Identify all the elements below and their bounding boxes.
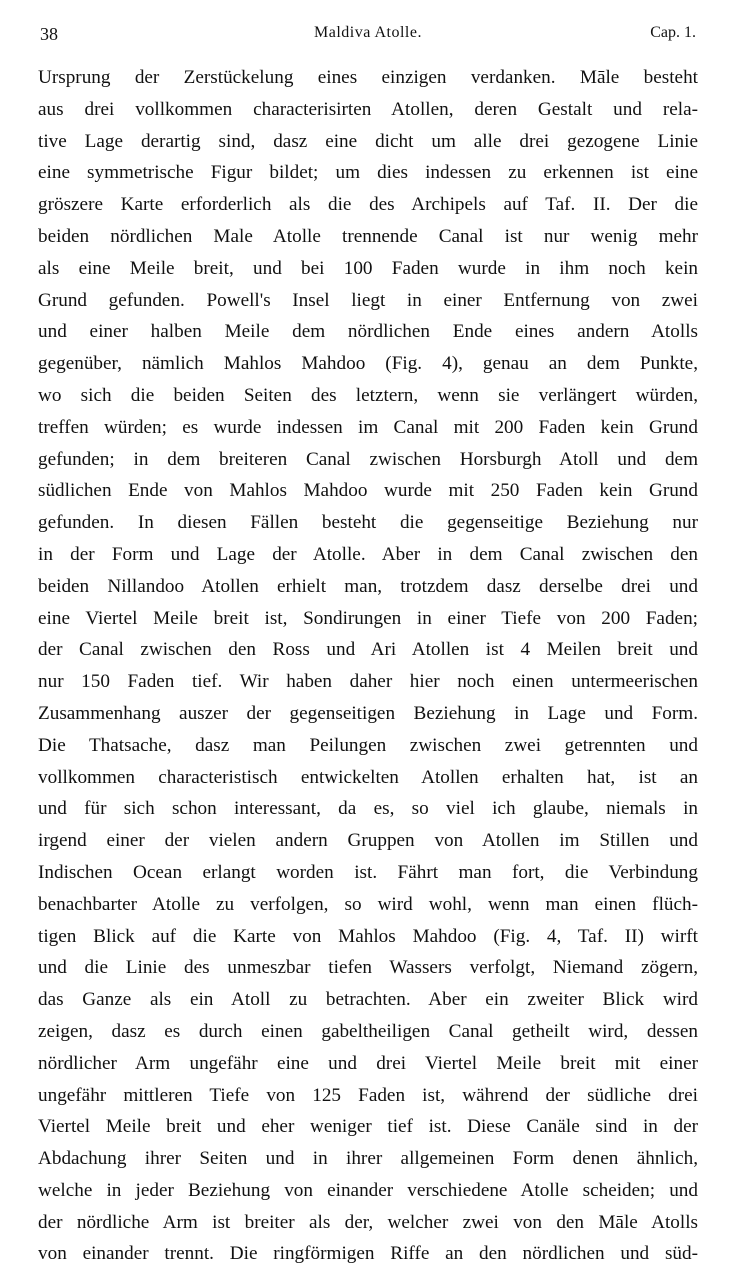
text-line: Ursprung der Zerstückelung eines einzigen verdanken. Māle besteht	[38, 67, 698, 88]
text-line: von einander trennt. Die ringförmigen Riffe an den nördlichen und süd-	[38, 1243, 698, 1265]
text-line: beiden Nillandoo Atollen erhielt man, trotzdem dasz derselbe drei und	[38, 575, 698, 597]
text-line: südlichen Ende von Mahlos Mahdoo wurde mit 250 Faden kein Grund	[38, 480, 698, 502]
text-line: benachbarter Atolle zu verfolgen, so wird wohl, wenn man einen flüch-	[38, 893, 698, 915]
text-line: gröszere Karte erforderlich als die des Archipels auf Taf. II. Der die	[38, 194, 698, 216]
page-header	[40, 24, 696, 50]
text-line: gefunden; in dem breiteren Canal zwischen Horsburgh Atoll und dem	[38, 448, 698, 470]
text-line: der Canal zwischen den Ross und Ari Atollen ist 4 Meilen breit und	[38, 639, 698, 661]
chapter-label: Cap. 1.	[650, 24, 696, 41]
text-line: gegenüber, nämlich Mahlos Mahdoo (Fig. 4), genau an dem Punkte,	[38, 353, 698, 375]
text-line: welche in jeder Beziehung von einander verschiedene Atolle scheiden; und	[38, 1179, 698, 1201]
text-line: irgend einer der vielen andern Gruppen von Atollen im Stillen und	[38, 830, 698, 852]
text-line: eine symmetrische Figur bildet; um dies indessen zu erkennen ist eine	[38, 162, 698, 184]
text-line: der nördliche Arm ist breiter als der, welcher zwei von den Māle Atolls	[38, 1211, 698, 1233]
text-line: und für sich schon interessant, da es, so viel ich glaube, niemals in	[38, 798, 698, 820]
text-line: gefunden. In diesen Fällen besteht die gegenseitige Beziehung nur	[38, 512, 698, 534]
text-line: zeigen, dasz es durch einen gabeltheiligen Canal getheilt wird, dessen	[38, 1020, 698, 1042]
text-line: Indischen Ocean erlangt worden ist. Fährt man fort, die Verbindung	[38, 861, 698, 883]
text-line: beiden nördlichen Male Atolle trennende Canal ist nur wenig mehr	[38, 225, 698, 247]
body-text	[38, 62, 698, 1270]
text-line: tive Lage derartig sind, dasz eine dicht um alle drei gezogene Linie	[38, 130, 698, 152]
text-line: wo sich die beiden Seiten des letztern, wenn sie verlängert würden,	[38, 384, 698, 406]
text-line: Die Thatsache, dasz man Peilungen zwischen zwei getrennten und	[38, 734, 698, 756]
text-line: und die Linie des unmeszbar tiefen Wassers verfolgt, Niemand zögern,	[38, 957, 698, 979]
text-line: treffen würden; es wurde indessen im Canal mit 200 Faden kein Grund	[38, 416, 698, 438]
text-line: aus drei vollkommen characterisirten Atollen, deren Gestalt und rela-	[38, 98, 698, 120]
text-line: nur 150 Faden tief. Wir haben daher hier noch einen untermeerischen	[38, 671, 698, 693]
text-line: in der Form und Lage der Atolle. Aber in dem Canal zwischen den	[38, 543, 698, 565]
text-line: und einer halben Meile dem nördlichen Ende eines andern Atolls	[38, 321, 698, 343]
text-line: tigen Blick auf die Karte von Mahlos Mahdoo (Fig. 4, Taf. II) wirft	[38, 925, 698, 947]
text-line: als eine Meile breit, und bei 100 Faden wurde in ihm noch kein	[38, 257, 698, 279]
text-line: Viertel Meile breit und eher weniger tief ist. Diese Canäle sind in der	[38, 1116, 698, 1138]
text-line: vollkommen characteristisch entwickelten Atollen erhalten hat, ist an	[38, 766, 698, 788]
text-line: nördlicher Arm ungefähr eine und drei Viertel Meile breit mit einer	[38, 1052, 698, 1074]
text-line: Grund gefunden. Powell's Insel liegt in einer Entfernung von zwei	[38, 289, 698, 311]
text-line: eine Viertel Meile breit ist, Sondirungen in einer Tiefe von 200 Faden;	[38, 607, 698, 629]
text-line: Zusammenhang auszer der gegenseitigen Beziehung in Lage und Form.	[38, 702, 698, 724]
text-line: ungefähr mittleren Tiefe von 125 Faden ist, während der südliche drei	[38, 1084, 698, 1106]
text-line: das Ganze als ein Atoll zu betrachten. Aber ein zweiter Blick wird	[38, 989, 698, 1011]
page-number: 38	[40, 24, 58, 44]
running-title: Maldiva Atolle.	[314, 24, 422, 41]
text-line: Abdachung ihrer Seiten und in ihrer allgemeinen Form denen ähnlich,	[38, 1148, 698, 1170]
